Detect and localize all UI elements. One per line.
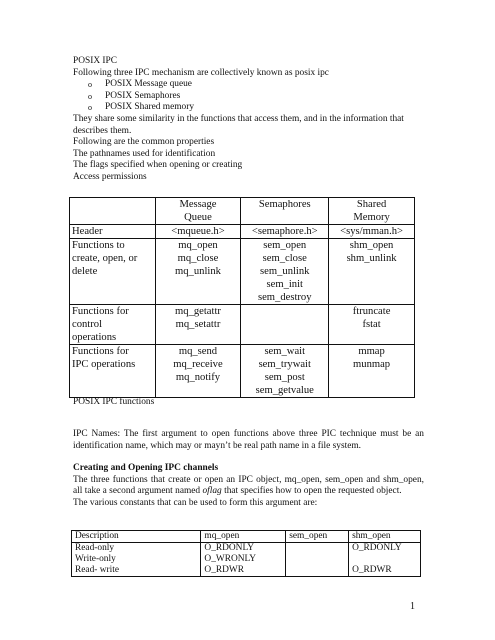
table-header-cell: shm_open bbox=[349, 531, 421, 543]
table-body-row bbox=[72, 543, 421, 577]
mechanism-item: o POSIX Semaphores bbox=[73, 91, 423, 103]
table-row bbox=[70, 225, 415, 239]
table-header-cell: mq_open bbox=[201, 531, 286, 543]
table-cell: sem_wait sem_trywait sem_post sem_getvalue bbox=[241, 345, 329, 398]
constants-intro: The various constants that can be used to form this argument are: bbox=[73, 497, 318, 508]
table-cell: O_RDONLY O_WRONLY O_RDWR bbox=[201, 543, 286, 577]
ipc-functions-table bbox=[69, 197, 415, 398]
row-label: Header bbox=[70, 225, 156, 239]
intro-text: Following three IPC mechanism are collectively known as posix ipc bbox=[73, 67, 329, 78]
table-header-cell bbox=[70, 198, 156, 225]
page-number: 1 bbox=[410, 601, 415, 612]
table-header-cell: sem_open bbox=[286, 531, 349, 543]
table-cell: mq_send mq_receive mq_notify bbox=[155, 345, 241, 398]
mechanism-item: o POSIX Message queue bbox=[73, 79, 423, 91]
table-cell: Read-only Write-only Read- write bbox=[72, 543, 201, 577]
table-cell: <sys/mman.h> bbox=[329, 225, 415, 239]
table-header-row bbox=[70, 198, 415, 225]
table-cell: ftruncate fstat bbox=[329, 305, 415, 345]
table-cell: mq_open mq_close mq_unlink bbox=[155, 239, 241, 305]
property-item: Access permissions bbox=[73, 171, 147, 182]
table-header-cell: Shared Memory bbox=[329, 198, 415, 225]
table-cell: shm_open shm_unlink bbox=[329, 239, 415, 305]
oflag-term: oflag bbox=[202, 486, 222, 497]
section-paragraph bbox=[73, 475, 424, 498]
mechanism-item: o POSIX Shared memory bbox=[73, 102, 423, 114]
table-header-row bbox=[72, 531, 421, 543]
properties-intro: Following are the common properties bbox=[73, 137, 215, 148]
table-cell: mq_getattr mq_setattr bbox=[155, 305, 241, 345]
section-title: Creating and Opening IPC channels bbox=[73, 463, 219, 473]
creating-section bbox=[73, 463, 424, 509]
table-row bbox=[70, 239, 415, 305]
section-text: that specifies how to open the requested object. bbox=[221, 486, 402, 497]
table-header-cell: Semaphores bbox=[241, 198, 329, 225]
table-cell: mmap munmap bbox=[329, 345, 415, 398]
table-row bbox=[70, 305, 415, 345]
row-label: Functions to create, open, or delete bbox=[70, 239, 156, 305]
intro-section bbox=[73, 56, 423, 184]
property-item: The flags specified when opening or creating bbox=[73, 160, 243, 171]
heading: POSIX IPC bbox=[73, 56, 118, 66]
table-header-cell: Description bbox=[72, 531, 201, 543]
row-label: Functions for IPC operations bbox=[70, 345, 156, 398]
section-text: The three functions that create or open an IPC object, mq_open, sem_open and shm_open, all take a second argument named bbox=[73, 474, 424, 497]
oflag-constants-table bbox=[71, 530, 421, 577]
table-cell: <mqueue.h> bbox=[155, 225, 241, 239]
table-row bbox=[70, 345, 415, 398]
table-caption: POSIX IPC functions bbox=[73, 397, 155, 407]
table-cell: O_RDONLY O_RDWR bbox=[349, 543, 421, 577]
share-text: They share some similarity in the functions that access them, and in the information that describes them. bbox=[73, 113, 404, 136]
table-cell bbox=[241, 305, 329, 345]
table-cell bbox=[286, 543, 349, 577]
table-cell: sem_open sem_close sem_unlink sem_init sem_destroy bbox=[241, 239, 329, 305]
row-label: Functions for control operations bbox=[70, 305, 156, 345]
table-cell: <semaphore.h> bbox=[241, 225, 329, 239]
table-header-cell: Message Queue bbox=[155, 198, 241, 225]
property-item: The pathnames used for identification bbox=[73, 148, 216, 159]
ipc-names-paragraph: IPC Names: The first argument to open functions above three PIC technique must be an identification name, which may or mayn’t be real path name in a file system. bbox=[73, 429, 424, 451]
